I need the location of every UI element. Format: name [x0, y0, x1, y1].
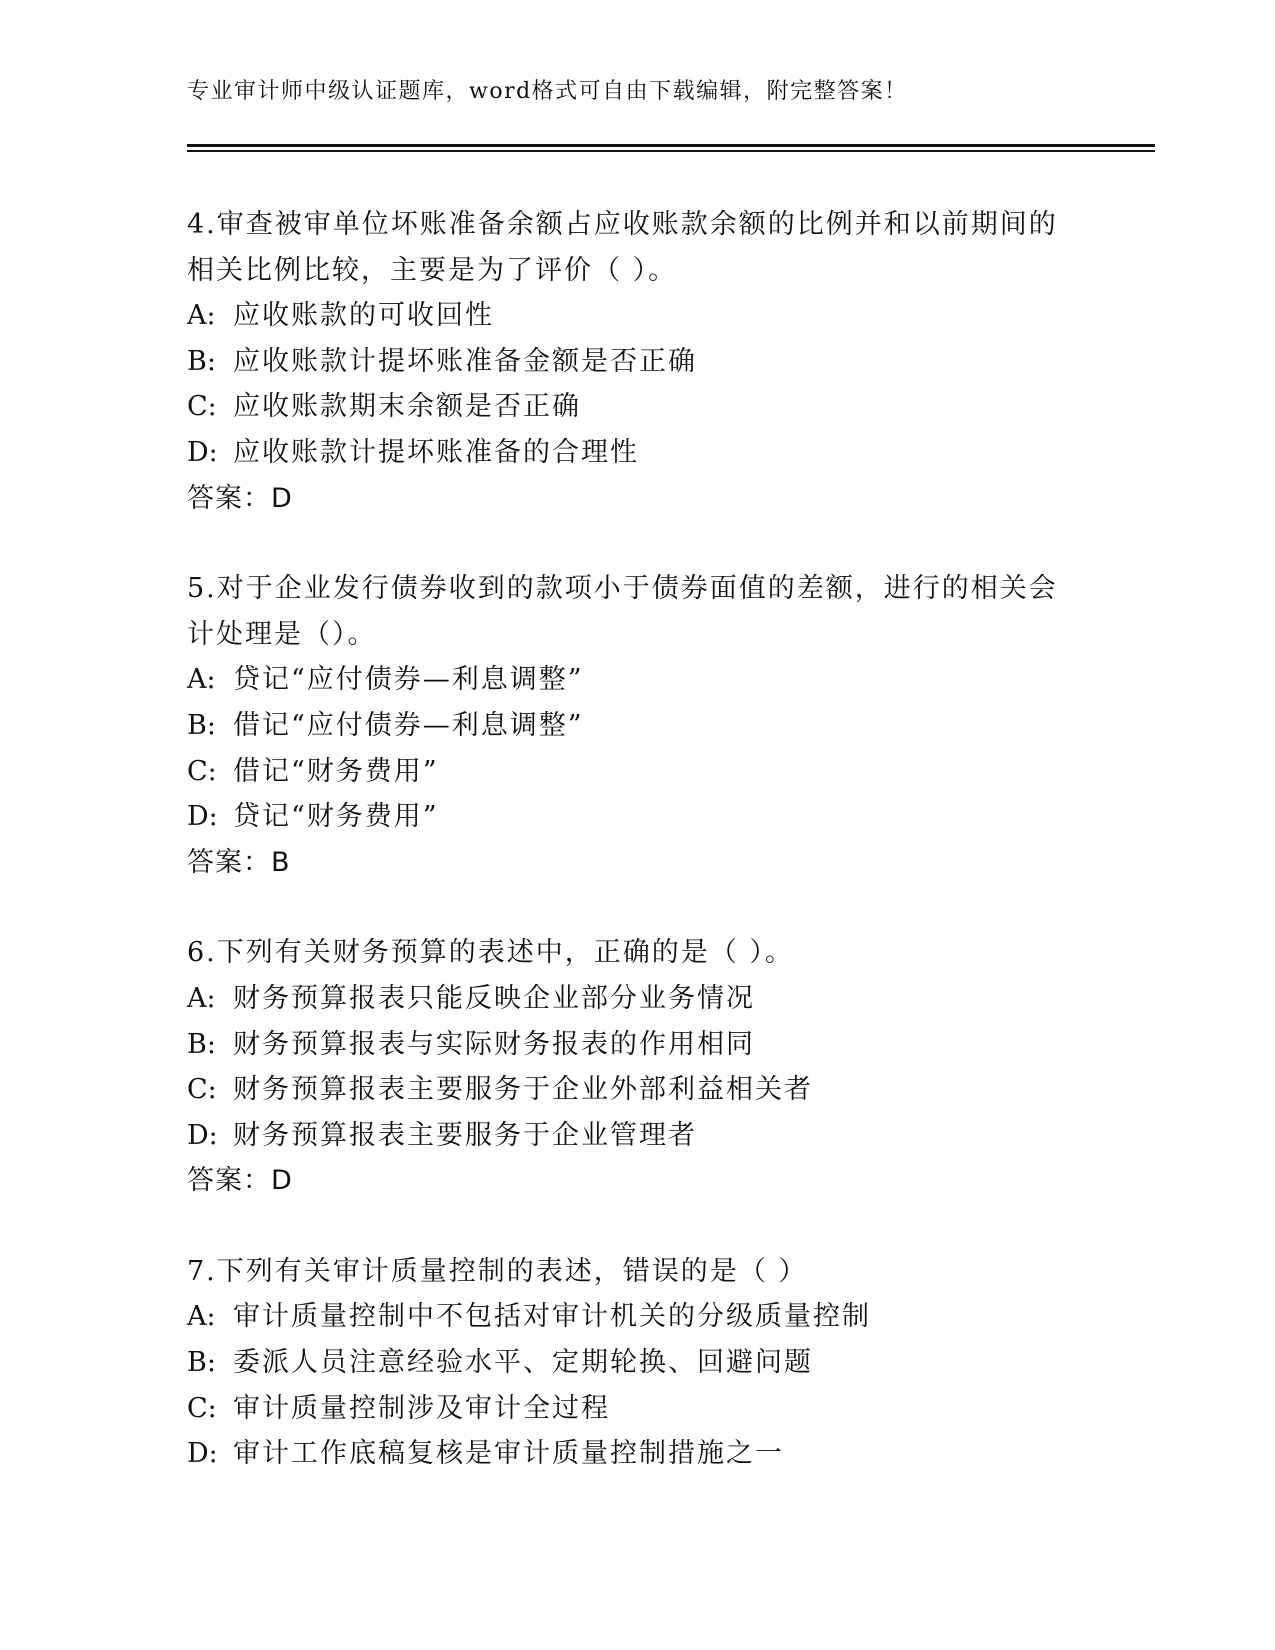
answer: 答案：B: [187, 846, 291, 878]
option-a: A: 审计质量控制中不包括对审计机关的分级质量控制: [187, 1301, 871, 1333]
answer: 答案：D: [187, 482, 293, 514]
option-a: A: 应收账款的可收回性: [187, 300, 494, 332]
header-rule-thick: [187, 144, 1155, 147]
page-header: 专业审计师中级认证题库，word格式可自由下载编辑，附完整答案！: [187, 79, 908, 104]
option-a: A: 贷记“应付债券—利息调整”: [187, 664, 584, 696]
option-c: C: 审计质量控制涉及审计全过程: [187, 1392, 610, 1424]
option-d: D: 财务预算报表主要服务于企业管理者: [187, 1119, 697, 1151]
question-stem-line: 7.下列有关审计质量控制的表述，错误的是（ ）: [187, 1255, 808, 1287]
option-d: D: 审计工作底稿复核是审计质量控制措施之一: [187, 1438, 784, 1470]
option-b: B: 借记“应付债券—利息调整”: [187, 709, 584, 741]
option-b: B: 应收账款计提坏账准备金额是否正确: [187, 345, 697, 377]
option-d: D: 贷记“财务费用”: [187, 801, 439, 833]
question-7: [187, 1249, 1087, 1477]
question-list: [187, 202, 1087, 1522]
question-4: [187, 202, 1087, 521]
question-5: [187, 566, 1087, 885]
answer: 答案：D: [187, 1165, 293, 1197]
question-stem-line: 计处理是（）。: [187, 618, 377, 650]
option-b: B: 财务预算报表与实际财务报表的作用相同: [187, 1028, 755, 1060]
option-c: C: 应收账款期末余额是否正确: [187, 391, 581, 423]
question-stem-line: 相关比例比较，主要是为了评价（ ）。: [187, 254, 678, 286]
option-a: A: 财务预算报表只能反映企业部分业务情况: [187, 982, 755, 1014]
option-c: C: 借记“财务费用”: [187, 755, 439, 787]
question-stem-line: 5.对于企业发行债券收到的款项小于债券面值的差额，进行的相关会: [187, 573, 1058, 605]
option-d: D: 应收账款计提坏账准备的合理性: [187, 436, 639, 468]
header-rule-thin: [187, 150, 1155, 152]
option-c: C: 财务预算报表主要服务于企业外部利益相关者: [187, 1074, 813, 1106]
question-stem-line: 6.下列有关财务预算的表述中，正确的是（ ）。: [187, 937, 794, 969]
question-stem-line: 4.审查被审单位坏账准备余额占应收账款余额的比例并和以前期间的: [187, 209, 1058, 240]
question-6: [187, 930, 1087, 1204]
option-b: B: 委派人员注意经验水平、定期轮换、回避问题: [187, 1347, 813, 1379]
